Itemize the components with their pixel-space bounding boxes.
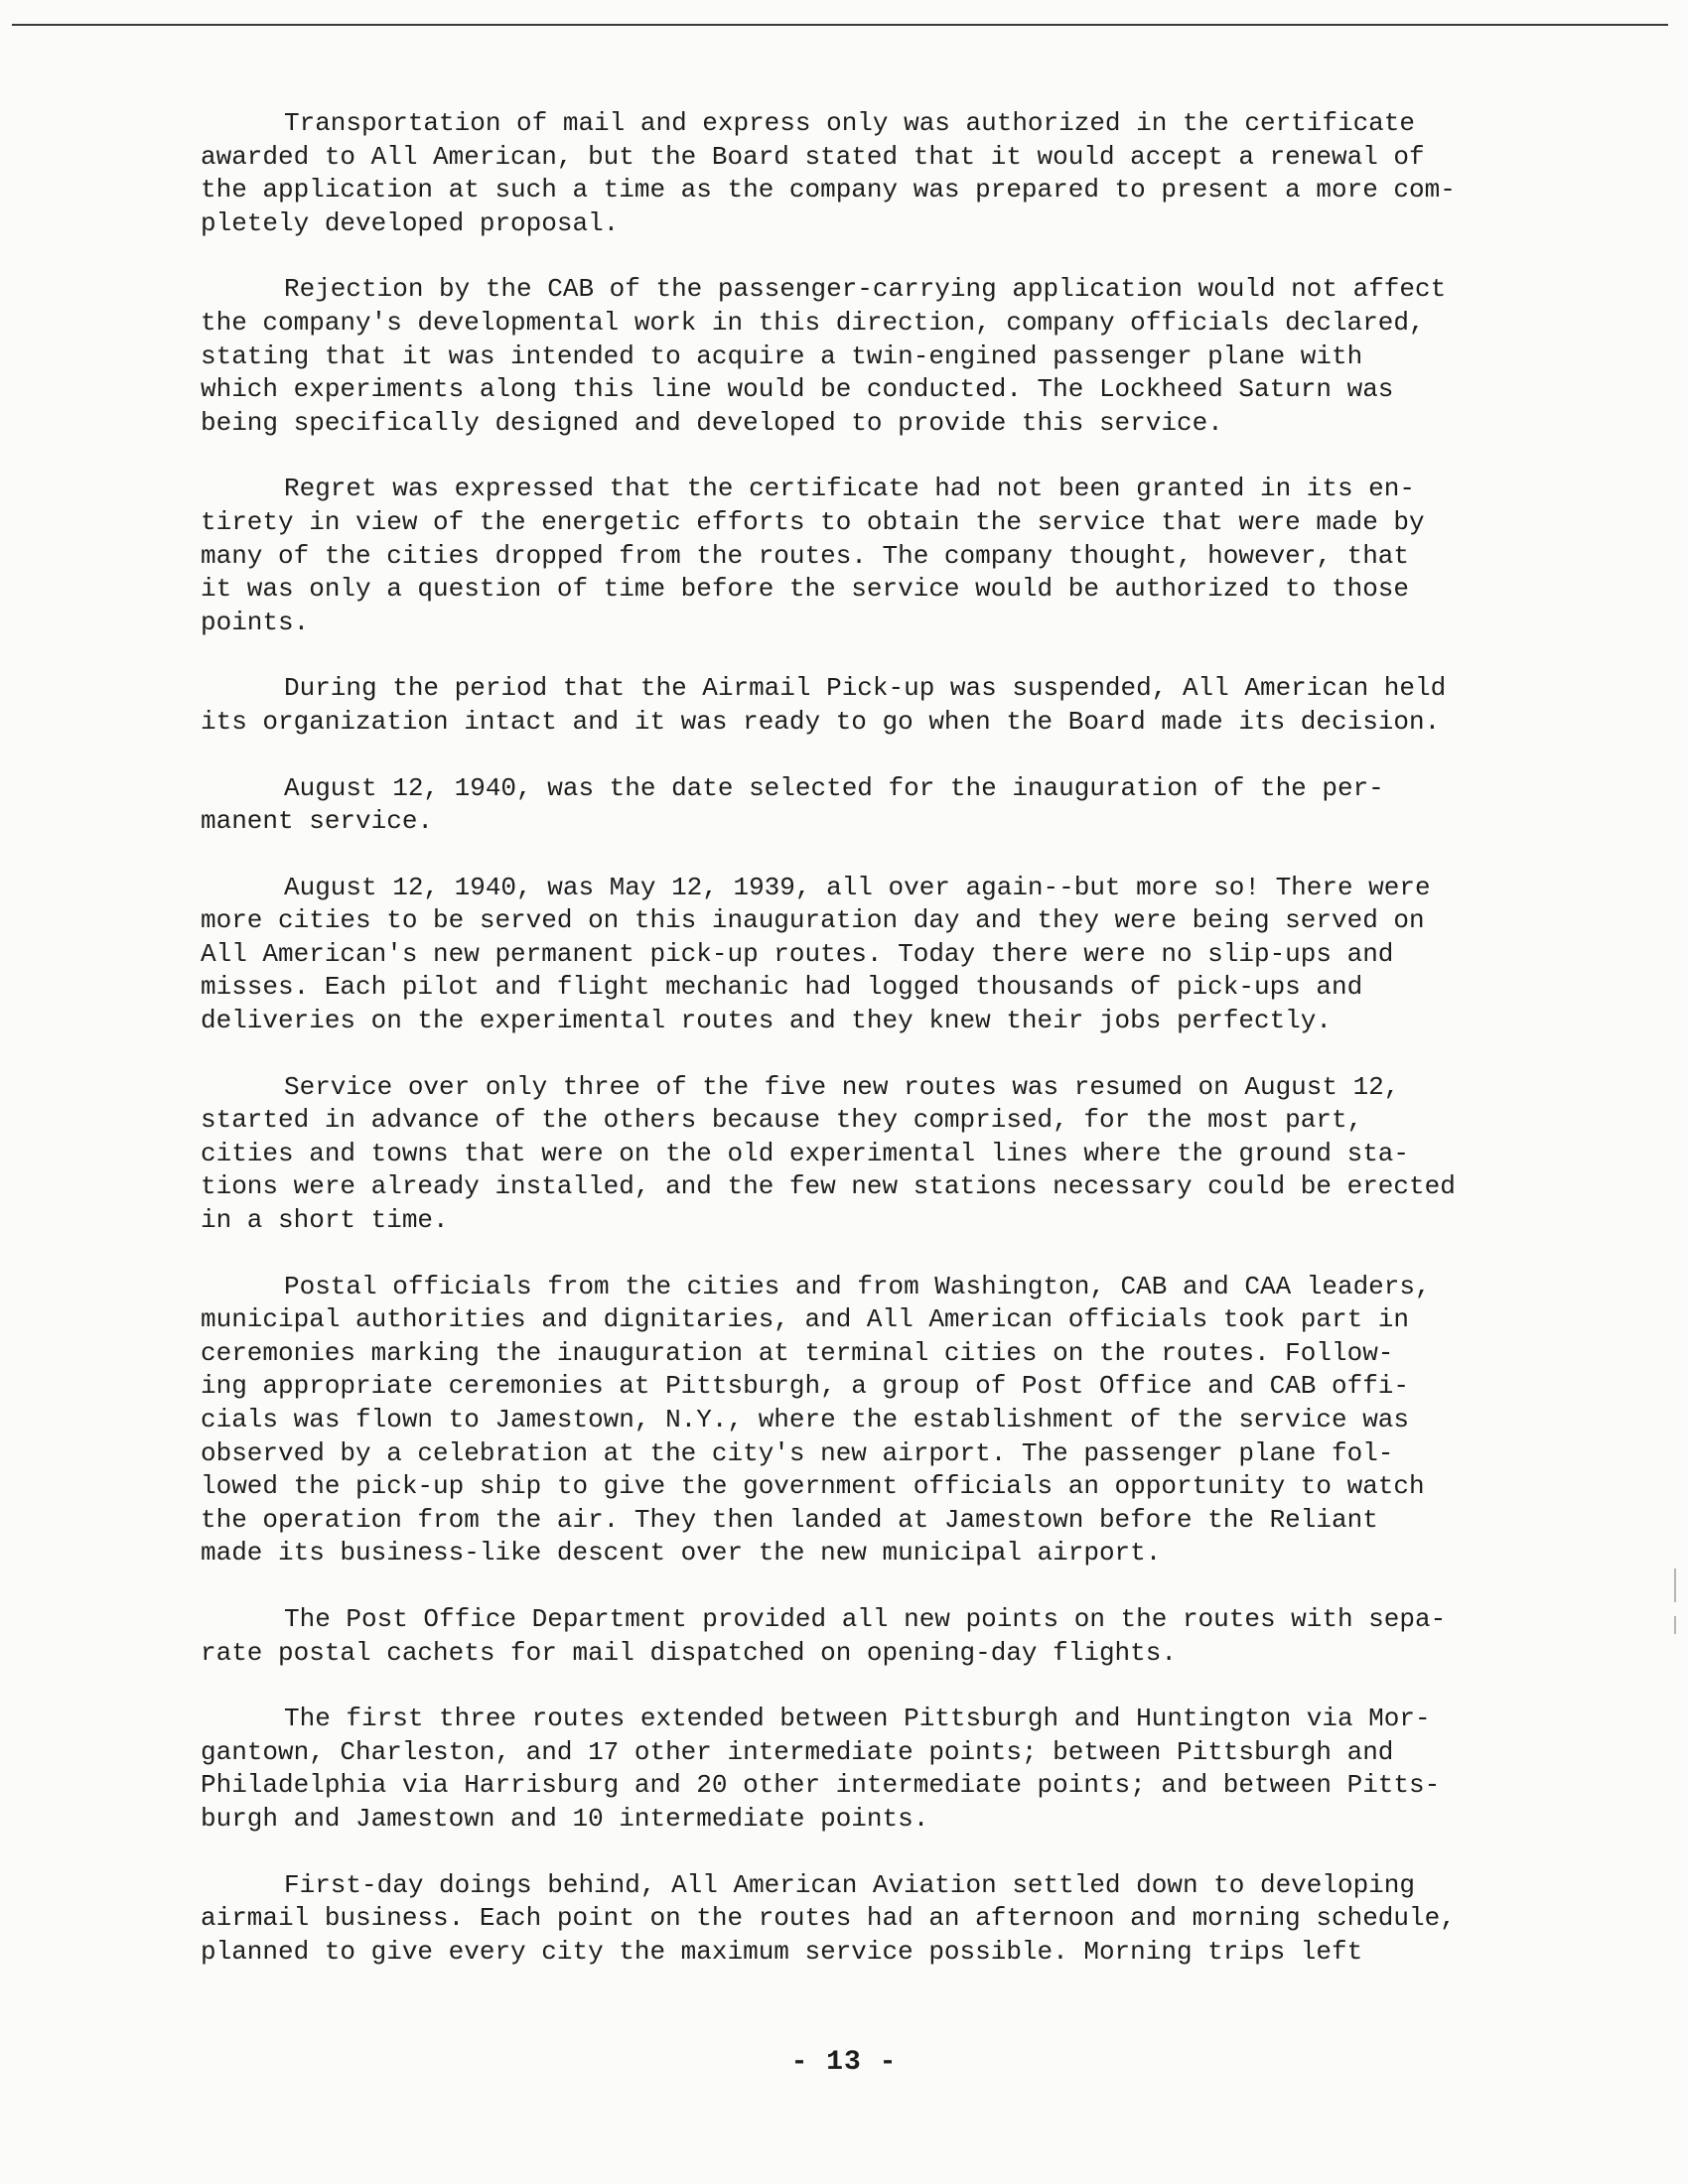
body-text	[201, 107, 1571, 1998]
paragraph-regret: Regret was expressed that the certificate had not been granted in its en- tirety in view of the energetic efforts to obtain the service that were made by many of the cities dropped from the routes. The company thought, however, that it was only a question of time before the service would be authorized to those points.	[201, 474, 1425, 637]
paragraph-first-routes: The first three routes extended between Pittsburgh and Huntington via Mor- gantown, Charleston, and 17 other intermediate points; between Pittsburgh and Philadelphia via Harrisburg and 20 other intermediate points; and between Pitts- burgh and Jamestown and 10 intermediate points.	[201, 1704, 1441, 1834]
paragraph-certificate-terms: Transportation of mail and express only was authorized in the certificate awarded to All American, but the Board stated that it would accept a renewal of the application at such a time as the company was prepared to present a more com- pletely developed proposal.	[201, 108, 1456, 238]
page-number: - 13 -	[790, 2047, 898, 2078]
scan-margin-mark	[1674, 1616, 1676, 1634]
scan-margin-mark	[1674, 1569, 1676, 1602]
paragraph-inauguration-date: August 12, 1940, was the date selected for the inauguration of the per- manent service.	[201, 772, 1384, 837]
paragraph-passenger-application: Rejection by the CAB of the passenger-carrying application would not affect the company's developmental work in this direction, company officials declared, stating that it was intended to acquire a twin-engined passenger plane with which experiments along this line would be conducted. The Lockheed Saturn was being specifically designed and developed to provide this service.	[201, 274, 1447, 438]
top-rule	[12, 24, 1668, 26]
paragraph-postal-cachets: The Post Office Department provided all new points on the routes with sepa- rate postal cachets for mail dispatched on opening-day flights.	[201, 1603, 1447, 1668]
paragraph-first-day: First-day doings behind, All American Aviation settled down to developing airmail business. Each point on the routes had an afternoon and morning schedule, planned to give every city the maximum service possible. Morning trips left	[201, 1869, 1456, 1967]
paragraph-ceremonies: Postal officials from the cities and from Washington, CAB and CAA leaders, municipal authorities and dignitaries, and All American officials took part in ceremonies marking the inauguration at terminal cities on the routes. Follow- ing appropriate ceremonies at Pittsburgh, a group of Post Office and CAB offi- cials was flown to Jamestown, N.Y., where the establishment of the service was observed by a celebration at the city's new airport. The passenger plane fol- lowed the pick-up ship to give the government officials an opportunity to watch the operation from the air. They then landed at Jamestown before the Reliant made its business-like descent over the new municipal airport.	[201, 1271, 1431, 1569]
paragraph-suspension: During the period that the Airmail Pick-up was suspended, All American held its organization intact and it was ready to go when the Board made its decision.	[201, 673, 1447, 737]
paragraph-inauguration-day: August 12, 1940, was May 12, 1939, all over again--but more so! There were more cities to be served on this inauguration day and they were being served on All American's new permanent pick-up routes. Today there were no slip-ups and misses. Each pilot and flight mechanic had logged thousands of pick-ups and deliveries on the experimental routes and they knew their jobs perfectly.	[201, 872, 1431, 1036]
paragraph-three-routes-resumed: Service over only three of the five new routes was resumed on August 12, started in advance of the others because they comprised, for the most part, cities and towns that were on the old experimental lines where the ground sta- tions were already installed, and the few new stations necessary could be erected in a short time.	[201, 1071, 1456, 1236]
